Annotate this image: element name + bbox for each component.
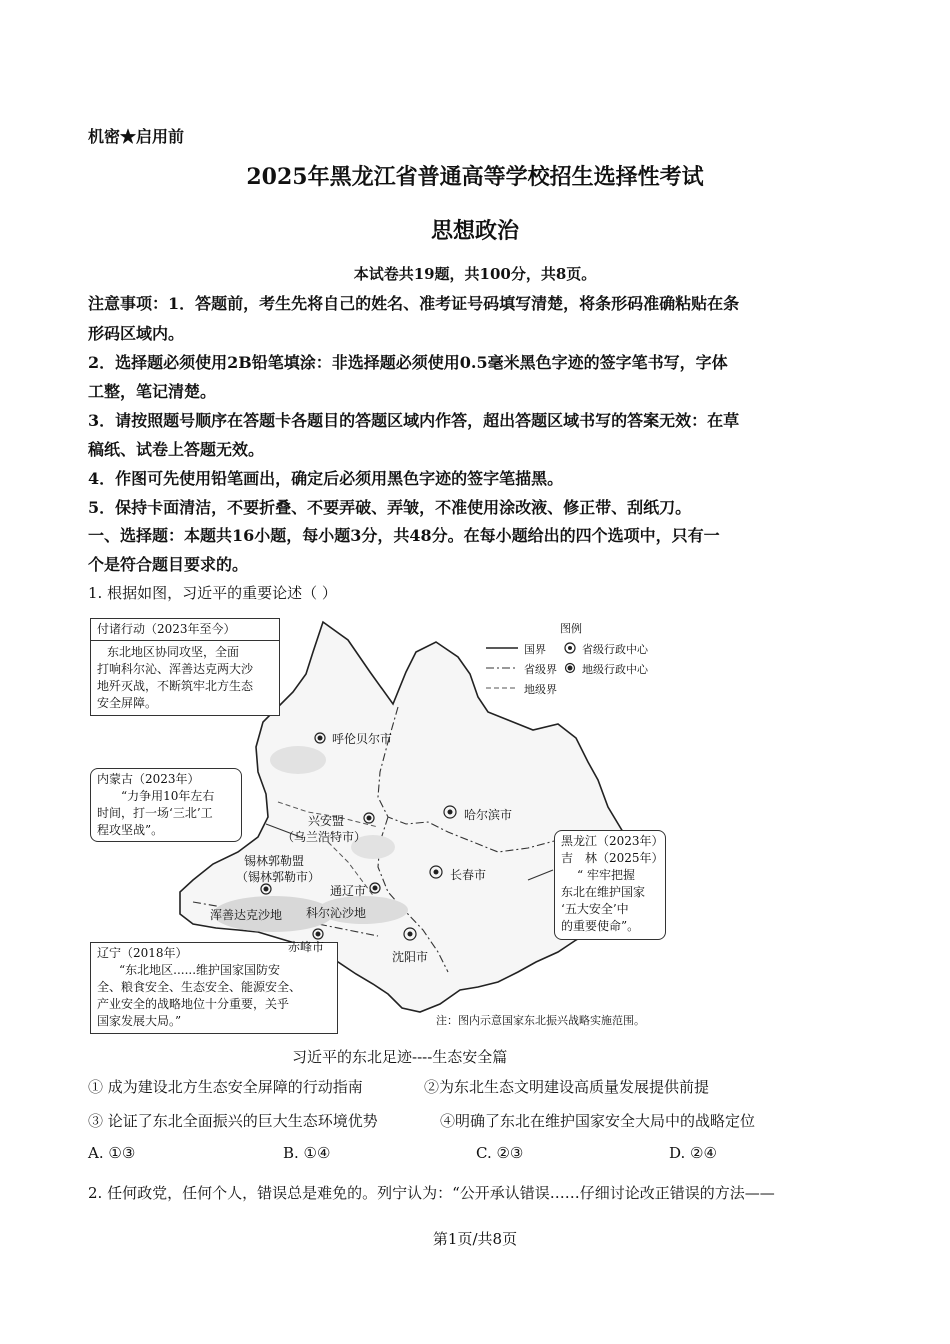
note-line-1: 注意事项：1．答题前，考生先将自己的姓名、准考证号码填写清楚，将条形码准确粘贴在条 — [88, 294, 740, 313]
note-line-4: 4．作图可先使用铅笔画出，确定后必须用黑色字迹的签字笔描黑。 — [88, 469, 564, 488]
question-1-stem: 1. 根据如图，习近平的重要论述（ ） — [88, 584, 337, 602]
statement-3: ③ 论证了东北全面振兴的巨大生态环境优势 — [88, 1112, 378, 1130]
question-2-stem: 2. 任何政党，任何个人，错误总是难免的。列宁认为：“公开承认错误……仔细讨论改正错误的方法—— — [88, 1184, 775, 1202]
callout-inner-mongolia — [90, 768, 242, 842]
legend-title: 图例 — [560, 622, 582, 635]
city-shenyang: 沈阳市 — [392, 950, 429, 964]
note-line-3: 3．请按照题号顺序在答题卡各题目的答题区域内作答，超出答题区域书写的答案无效：在草 — [88, 411, 740, 430]
city-xilinguole: 锡林郭勒盟 — [244, 854, 305, 868]
callout-hj-line-6: 的重要使命”。 — [561, 919, 640, 933]
option-b[interactable]: B. ①④ — [283, 1144, 331, 1162]
option-d[interactable]: D. ②④ — [669, 1144, 717, 1162]
callout-action-body-1: 东北地区协同攻坚，全面 — [107, 645, 240, 659]
callout-heilongjiang-jilin — [554, 830, 666, 940]
callout-hj-line-4: 东北在维护国家 — [561, 885, 646, 899]
city-wulanhaote: （乌兰浩特市） — [282, 830, 367, 844]
callout-hj-line-5: ‘五大安全’中 — [561, 902, 629, 916]
callout-liaoning-body-2: 全、粮食安全、生态安全、能源安全、 — [97, 980, 302, 994]
city-chifeng: 赤峰市 — [288, 940, 325, 954]
note-line-3b: 稿纸、试卷上答题无效。 — [88, 440, 265, 459]
figure-caption: 习近平的东北足迹----生态安全篇 — [292, 1048, 508, 1066]
note-line-2: 2．选择题必须使用2B铅笔填涂：非选择题必须使用0.5毫米黑色字迹的签字笔书写，字体 — [88, 353, 728, 372]
callout-inner-mongolia-body-3: 程攻坚战”。 — [97, 823, 164, 837]
note-line-1b: 形码区域内。 — [88, 324, 185, 343]
desert-keerqin: 科尔沁沙地 — [306, 906, 367, 920]
subject-title: 思想政治 — [430, 218, 519, 244]
callout-liaoning-head: 辽宁（2018年） — [97, 946, 188, 960]
city-xilinhaote: （锡林郭勒市） — [236, 870, 321, 884]
callout-action-body-3: 地歼灭战，不断筑牢北方生态 — [97, 679, 254, 693]
note-line-2b: 工整，笔记清楚。 — [88, 382, 217, 401]
callout-action-body-4: 安全屏障。 — [97, 696, 158, 710]
city-hulunbuir: 呼伦贝尔市 — [332, 732, 393, 746]
section-heading-2: 个是符合题目要求的。 — [88, 555, 249, 574]
legend-prefecture-border: 地级界 — [524, 683, 557, 696]
option-c[interactable]: C. ②③ — [476, 1144, 524, 1162]
legend-national-border: 国界 — [524, 643, 546, 656]
callout-hj-line-3: “ 牢牢把握 — [577, 868, 635, 882]
exam-info: 本试卷共19题，共100分，共8页。 — [353, 265, 597, 283]
callout-inner-mongolia-body-1: “力争用10年左右 — [121, 789, 215, 803]
city-harbin: 哈尔滨市 — [464, 808, 513, 822]
callout-inner-mongolia-body-2: 时间，打一场‘三北’工 — [97, 806, 213, 820]
legend-provincial-center: 省级行政中心 — [582, 643, 648, 656]
confidential-mark: 机密★启用前 — [88, 127, 185, 146]
desert-hunshandake: 浑善达克沙地 — [210, 908, 283, 922]
city-changchun: 长春市 — [450, 868, 487, 882]
option-a[interactable]: A. ①③ — [88, 1144, 136, 1162]
exam-title: 2025年黑龙江省普通高等学校招生选择性考试 — [246, 164, 704, 190]
callout-inner-mongolia-head: 内蒙古（2023年） — [97, 772, 200, 786]
callout-action — [90, 618, 280, 716]
note-line-5: 5．保持卡面清洁，不要折叠、不要弄破、弄皱，不准使用涂改液、修正带、刮纸刀。 — [88, 498, 692, 517]
callout-liaoning-body-4: 国家发展大局。” — [97, 1014, 182, 1028]
page-number: 第1页/共8页 — [432, 1230, 518, 1248]
callout-action-body-2: 打响科尔沁、浑善达克两大沙 — [97, 662, 254, 676]
northeast-map-figure — [88, 612, 868, 1042]
callout-action-head: 付诸行动（2023年至今） — [91, 619, 279, 641]
city-xinganmeng: 兴安盟 — [308, 814, 345, 828]
statement-1: ① 成为建设北方生态安全屏障的行动指南 — [88, 1078, 363, 1096]
callout-liaoning-body-1: “东北地区......维护国家国防安 — [119, 963, 281, 977]
map-note: 注：图内示意国家东北振兴战略实施范围。 — [436, 1014, 645, 1027]
section-heading-1: 一、选择题：本题共16小题，每小题3分，共48分。在每小题给出的四个选项中，只有一 — [88, 526, 720, 545]
city-tongliao: 通辽市 — [330, 884, 367, 898]
legend-prefecture-center: 地级行政中心 — [582, 663, 648, 676]
statement-2: ②为东北生态文明建设高质量发展提供前提 — [424, 1078, 710, 1096]
statement-4: ④明确了东北在维护国家安全大局中的战略定位 — [440, 1112, 756, 1130]
legend-provincial-border: 省级界 — [524, 663, 557, 676]
callout-hj-line-1: 黑龙江（2023年） — [561, 834, 664, 848]
callout-liaoning-body-3: 产业安全的战略地位十分重要，关乎 — [97, 997, 290, 1011]
callout-liaoning — [90, 942, 338, 1034]
callout-hj-line-2: 吉 林（2025年） — [561, 851, 664, 865]
